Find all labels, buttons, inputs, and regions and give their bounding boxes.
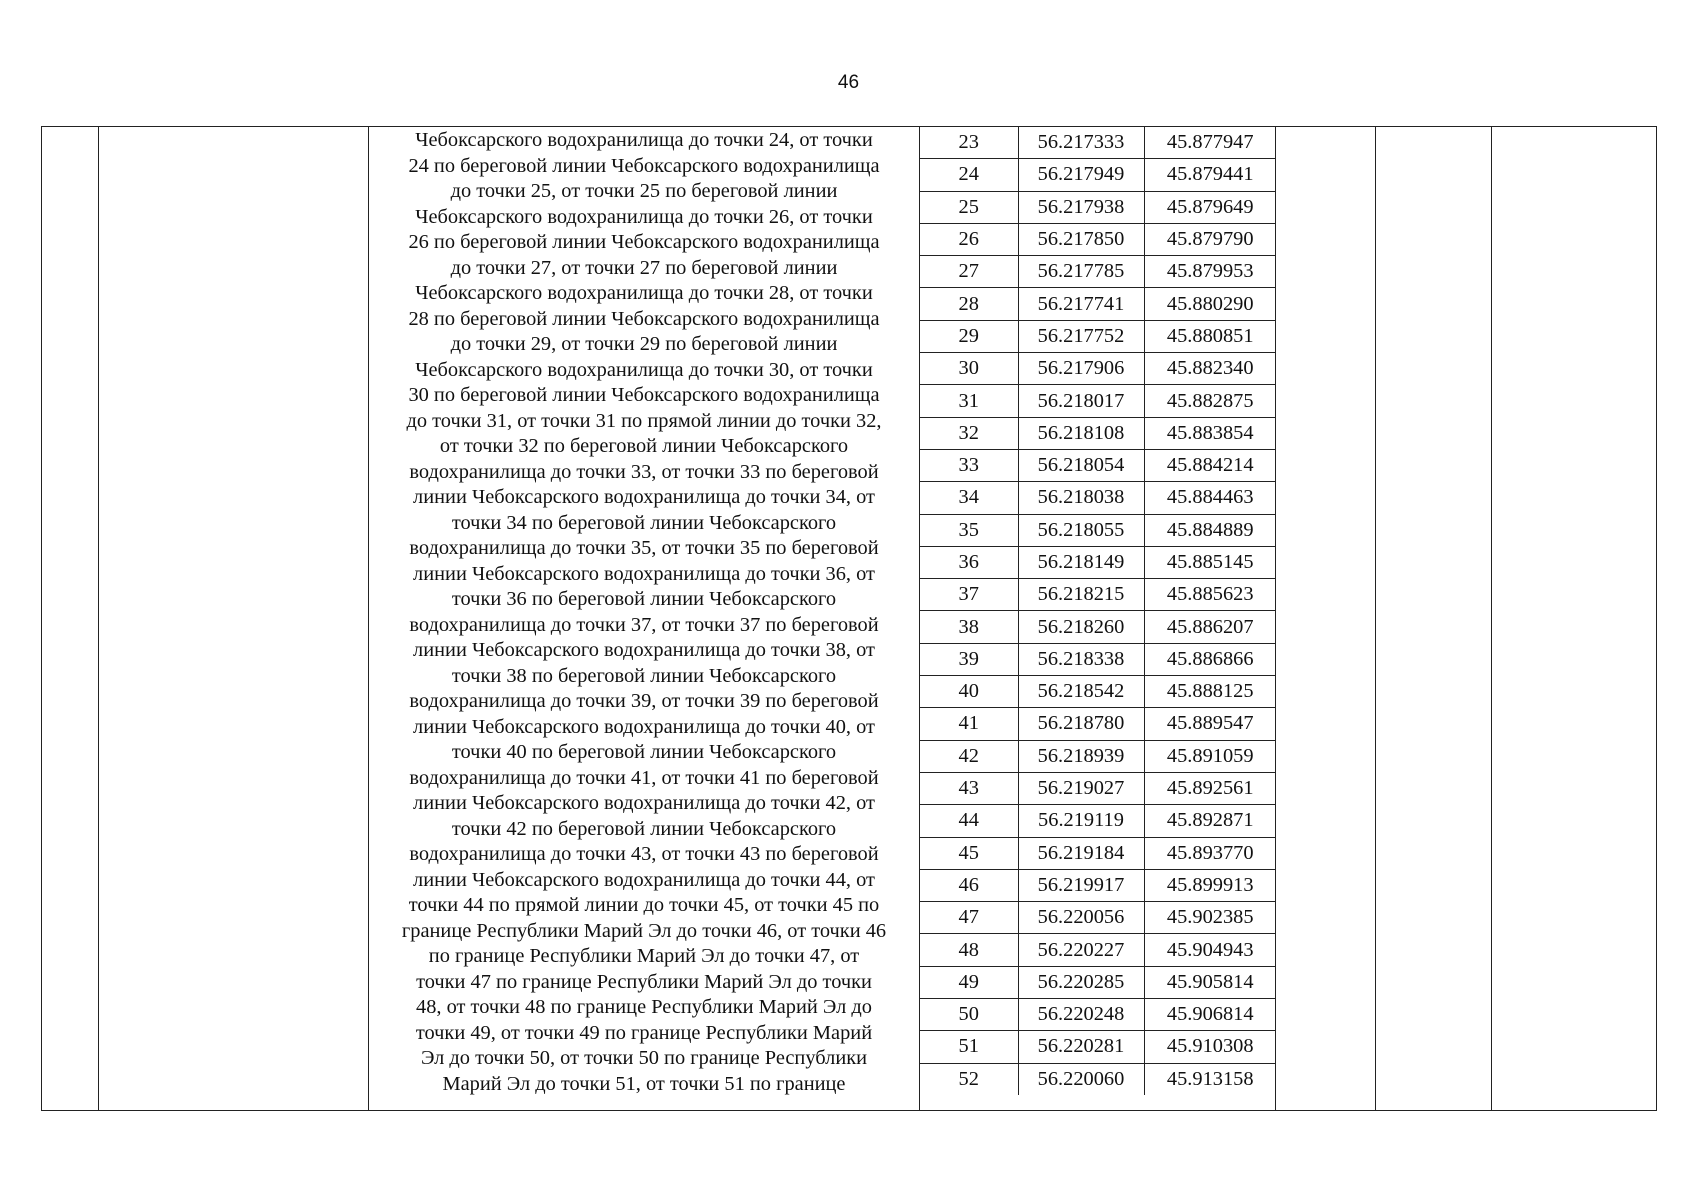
longitude-value: 45.899913 <box>1144 869 1276 901</box>
empty-cell <box>1492 127 1657 1111</box>
point-number: 49 <box>920 966 1018 998</box>
coordinate-row <box>920 934 1276 966</box>
latitude-value: 56.220285 <box>1018 966 1144 998</box>
coordinate-row <box>920 1031 1276 1063</box>
latitude-value: 56.218215 <box>1018 579 1144 611</box>
longitude-value: 45.904943 <box>1144 934 1276 966</box>
point-number: 26 <box>920 223 1018 255</box>
coordinate-row <box>920 902 1276 934</box>
coordinate-row <box>920 288 1276 320</box>
point-number: 52 <box>920 1063 1018 1095</box>
coordinate-row <box>920 772 1276 804</box>
coordinate-row <box>920 546 1276 578</box>
coordinate-row <box>920 514 1276 546</box>
empty-cell <box>1276 127 1376 1111</box>
longitude-value: 45.885623 <box>1144 579 1276 611</box>
coordinate-row <box>920 127 1276 159</box>
longitude-value: 45.885145 <box>1144 546 1276 578</box>
point-number: 37 <box>920 579 1018 611</box>
longitude-value: 45.884214 <box>1144 449 1276 481</box>
coordinate-row <box>920 353 1276 385</box>
longitude-value: 45.879441 <box>1144 159 1276 191</box>
longitude-value: 45.886866 <box>1144 643 1276 675</box>
latitude-value: 56.217333 <box>1018 127 1144 159</box>
coordinate-row <box>920 256 1276 288</box>
coordinate-row <box>920 482 1276 514</box>
coordinate-row <box>920 417 1276 449</box>
point-number: 28 <box>920 288 1018 320</box>
coordinate-row <box>920 191 1276 223</box>
point-number: 51 <box>920 1031 1018 1063</box>
coordinate-row <box>920 320 1276 352</box>
point-number: 36 <box>920 546 1018 578</box>
latitude-value: 56.218260 <box>1018 611 1144 643</box>
longitude-value: 45.913158 <box>1166 1067 1254 1090</box>
point-number: 25 <box>920 191 1018 223</box>
latitude-value: 56.219184 <box>1018 837 1144 869</box>
coordinate-row <box>920 449 1276 481</box>
latitude-value: 56.217752 <box>1018 320 1144 352</box>
point-number: 50 <box>920 999 1018 1031</box>
latitude-value: 56.218338 <box>1018 643 1144 675</box>
latitude-value: 56.217949 <box>1018 159 1144 191</box>
latitude-value: 56.218939 <box>1018 740 1144 772</box>
longitude-value: 45.902385 <box>1144 902 1276 934</box>
empty-cell <box>99 127 369 1111</box>
latitude-value: 56.218149 <box>1018 546 1144 578</box>
longitude-value: 45.879953 <box>1144 256 1276 288</box>
coordinate-row <box>920 223 1276 255</box>
latitude-value: 56.219917 <box>1018 869 1144 901</box>
latitude-value: 56.220060 <box>1018 1063 1144 1095</box>
latitude-value: 56.217938 <box>1018 191 1144 223</box>
point-number: 24 <box>920 159 1018 191</box>
latitude-value: 56.218542 <box>1018 676 1144 708</box>
latitude-value: 56.220281 <box>1018 1031 1144 1063</box>
latitude-value: 56.220056 <box>1018 902 1144 934</box>
longitude-value: 45.893770 <box>1144 837 1276 869</box>
point-number: 40 <box>920 676 1018 708</box>
point-number: 46 <box>920 869 1018 901</box>
longitude-value: 45.880851 <box>1144 320 1276 352</box>
longitude-value: 45.877947 <box>1144 127 1276 159</box>
coordinate-row <box>920 869 1276 901</box>
coordinate-row <box>920 579 1276 611</box>
longitude-value: 45.906814 <box>1144 999 1276 1031</box>
point-number: 42 <box>920 740 1018 772</box>
longitude-value: 45.892561 <box>1144 772 1276 804</box>
point-number: 29 <box>920 320 1018 352</box>
coordinates-cell <box>920 127 1276 1111</box>
point-number: 33 <box>920 449 1018 481</box>
point-number: 34 <box>920 482 1018 514</box>
point-number: 39 <box>920 643 1018 675</box>
longitude-value: 45.889547 <box>1144 708 1276 740</box>
coordinate-row <box>920 708 1276 740</box>
latitude-value: 56.218108 <box>1018 417 1144 449</box>
latitude-value: 56.217741 <box>1018 288 1144 320</box>
latitude-value: 56.218054 <box>1018 449 1144 481</box>
coordinate-row <box>920 837 1276 869</box>
point-number: 31 <box>920 385 1018 417</box>
boundary-table <box>41 126 1657 1111</box>
latitude-value: 56.217785 <box>1018 256 1144 288</box>
coordinate-row <box>920 676 1276 708</box>
latitude-value: 56.218055 <box>1018 514 1144 546</box>
empty-cell <box>42 127 99 1111</box>
longitude-value: 45.884463 <box>1144 482 1276 514</box>
table-row <box>42 127 1657 1111</box>
latitude-value: 56.219119 <box>1018 805 1144 837</box>
latitude-value: 56.217850 <box>1018 223 1144 255</box>
point-number: 41 <box>920 708 1018 740</box>
longitude-value: 45.892871 <box>1144 805 1276 837</box>
coordinate-row <box>920 643 1276 675</box>
coordinate-row <box>920 611 1276 643</box>
empty-cell <box>1376 127 1492 1111</box>
point-number: 30 <box>920 353 1018 385</box>
latitude-value: 56.218017 <box>1018 385 1144 417</box>
longitude-value: 45.886207 <box>1144 611 1276 643</box>
latitude-value: 56.218780 <box>1018 708 1144 740</box>
point-number: 48 <box>920 934 1018 966</box>
page-number: 46 <box>837 72 860 93</box>
latitude-value: 56.218038 <box>1018 482 1144 514</box>
point-number: 38 <box>920 611 1018 643</box>
longitude-value: 45.880290 <box>1144 288 1276 320</box>
coordinate-row <box>920 385 1276 417</box>
latitude-value: 56.219027 <box>1018 772 1144 804</box>
boundary-description: Чебоксарского водохранилища до точки 24, от точки 24 по береговой линии Чебоксарского водохранилища до точки 25, от точки 25 по береговой линии Чебоксарского водохранилища до точки 26, от точки 26 по береговой линии Чебоксарского водохранилища до точки 27, от точки 27 по береговой линии Чебоксарского водохранилища до точки 28, от точки 28 по береговой линии Чебоксарского водохранилища до точки 29, от точки 29 по береговой линии Чебоксарского водохранилища до точки 30, от точки 30 по береговой линии Чебоксарского водохранилища до точки 31, от точки 31 по прямой линии до точки 32, от точки 32 по береговой линии Чебоксарского водохранилища до точки 33, от точки 33 по береговой линии Чебоксарского водохранилища до точки 34, от точки 34 по береговой линии Чебоксарского водохранилища до точки 35, от точки 35 по береговой линии Чебоксарского водохранилища до точки 36, от точки 36 по береговой линии Чебоксарского водохранилища до точки 37, от точки 37 по береговой линии Чебоксарского водохранилища до точки 38, от точки 38 по береговой линии Чебоксарского водохранилища до точки 39, от точки 39 по береговой линии Чебоксарского водохранилища до точки 40, от точки 40 по береговой линии Чебоксарского водохранилища до точки 41, от точки 41 по береговой линии Чебоксарского водохранилища до точки 42, от точки 42 по береговой линии Чебоксарского водохранилища до точки 43, от точки 43 по береговой линии Чебоксарского водохранилища до точки 44, от точки 44 по прямой линии до точки 45, от точки 45 по границе Республики Марий Эл до точки 46, от точки 46 по границе Республики Марий Эл до точки 47, от точки 47 по границе Республики Марий Эл до точки 48, от точки 48 по границе Республики Марий Эл до точки 49, от точки 49 по границе Республики Марий Эл до точки 50, от точки 50 по границе Республики Марий Эл до точки 51, от точки 51 по границе <box>369 127 920 1111</box>
longitude-value: 45.905814 <box>1144 966 1276 998</box>
longitude-value: 45.882340 <box>1144 353 1276 385</box>
longitude-value: 45.882875 <box>1144 385 1276 417</box>
longitude-value: 45.884889 <box>1144 514 1276 546</box>
latitude-value: 56.217906 <box>1018 353 1144 385</box>
coordinate-row <box>920 740 1276 772</box>
latitude-value: 56.220248 <box>1018 999 1144 1031</box>
coordinate-row <box>920 159 1276 191</box>
longitude-value: 45.879649 <box>1144 191 1276 223</box>
point-number: 47 <box>920 902 1018 934</box>
coordinates-table <box>920 127 1276 1095</box>
longitude-value: 45.891059 <box>1144 740 1276 772</box>
coordinate-row <box>920 1063 1276 1095</box>
latitude-value: 56.220227 <box>1018 934 1144 966</box>
point-number: 23 <box>920 127 1018 159</box>
longitude-value: 45.883854 <box>1144 417 1276 449</box>
coordinate-row <box>920 966 1276 998</box>
point-number: 27 <box>920 256 1018 288</box>
longitude-value: 45.879790 <box>1144 223 1276 255</box>
point-number: 35 <box>920 514 1018 546</box>
coordinate-row <box>920 805 1276 837</box>
point-number: 43 <box>920 772 1018 804</box>
longitude-value: 45.888125 <box>1144 676 1276 708</box>
point-number: 32 <box>920 417 1018 449</box>
coordinate-row <box>920 999 1276 1031</box>
point-number: 45 <box>920 837 1018 869</box>
point-number: 44 <box>920 805 1018 837</box>
longitude-value: 45.910308 <box>1144 1031 1276 1063</box>
